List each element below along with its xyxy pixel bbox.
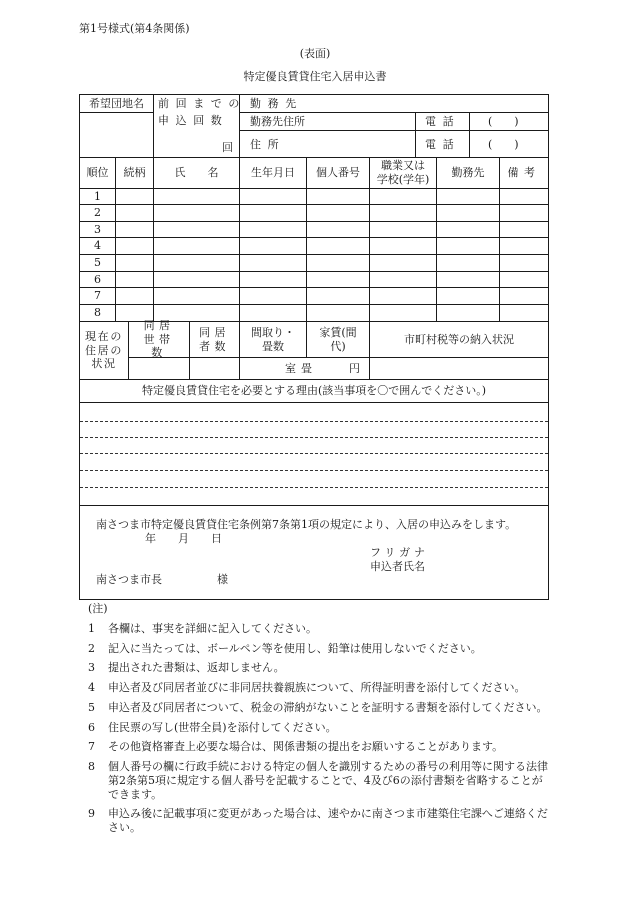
divider — [239, 112, 549, 113]
divider — [415, 112, 416, 157]
furigana-label: フリガナ — [370, 546, 429, 559]
desired-area-label: 希望団地名 — [89, 96, 144, 110]
divider — [79, 221, 549, 222]
column-header: 勤務先 — [451, 166, 485, 180]
reason-line[interactable] — [80, 421, 548, 422]
divider — [239, 130, 549, 131]
divider — [79, 188, 549, 189]
row-number: 2 — [94, 206, 101, 220]
side-label: (表面) — [299, 47, 331, 60]
divider — [79, 204, 549, 205]
note-text: その他資格審査上必要な場合は、関係書類の提出をお願いすることがあります。 — [108, 740, 504, 754]
note-text: 記入に当たっては、ボールペン等を使用し、鉛筆は使用しないでください。 — [108, 641, 482, 655]
prev-apply-label-1: 前回までの — [158, 97, 246, 110]
column-header: 職業又は学校(学年) — [376, 159, 430, 186]
form-number: 第1号様式(第4条関係) — [79, 22, 190, 35]
phone-field[interactable]: ( ) — [488, 115, 519, 128]
divider — [79, 237, 549, 238]
desired-area-field[interactable] — [80, 113, 153, 157]
note-text: 申込者及び同居者並びに非同居扶養親族について、所得証明書を添付してください。 — [108, 681, 526, 694]
persons-label: 同居者数 — [199, 325, 230, 353]
column-header: 生年月日 — [251, 166, 295, 180]
notes-heading: (注) — [88, 602, 108, 615]
date-field[interactable]: 年 月 日 — [145, 532, 222, 545]
note-number: 6 — [88, 720, 95, 734]
divider — [79, 287, 549, 288]
note-text: 提出された書類は、返却しません。 — [108, 661, 285, 675]
divider — [79, 505, 549, 506]
note-item — [88, 740, 548, 754]
divider — [79, 304, 549, 305]
note-text: 個人番号の欄に行政手続における特定の個人を識別するための番号の利用等に関する法律第2条第5項に規定する個人番号を記載することで、4及び6の添付書類を省略することができます。 — [108, 760, 548, 801]
divider — [79, 271, 549, 272]
prev-apply-label-2: 申込回数 — [158, 114, 229, 127]
divider — [469, 112, 470, 157]
column-header: 個人番号 — [316, 166, 360, 180]
note-number: 1 — [88, 621, 95, 635]
note-number: 4 — [88, 681, 95, 694]
note-item — [88, 721, 548, 735]
workplace-address-label: 勤務先住所 — [250, 115, 305, 128]
column-header: 順位 — [86, 166, 109, 180]
note-text: 申込み後に記載事項に変更があった場合は、速やかに南さつま市建築住宅課へご連絡ください。 — [108, 807, 548, 834]
column-header: 備考 — [507, 166, 541, 180]
workplace-field[interactable] — [320, 95, 548, 111]
reason-label: 特定優良賃貸住宅を必要とする理由(該当事項を〇で囲んでください。) — [141, 384, 487, 398]
phone-label: 電話 — [425, 115, 461, 128]
note-number: 7 — [88, 740, 95, 754]
rent-label: 家賃(間代) — [319, 325, 357, 353]
note-item — [88, 701, 548, 715]
household-label: 同居世帯数 — [143, 318, 175, 360]
note-number: 8 — [88, 760, 95, 773]
reason-line[interactable] — [80, 487, 548, 488]
phone-label: 電話 — [425, 138, 461, 151]
reason-line[interactable] — [80, 470, 548, 471]
note-text: 住民票の写し(世帯全員)を添付してください。 — [108, 720, 337, 734]
note-item — [88, 622, 548, 636]
note-item — [88, 760, 548, 801]
row-number: 1 — [94, 189, 101, 203]
layout-label: 間取り・畳数 — [251, 325, 295, 353]
reason-line[interactable] — [80, 437, 548, 438]
residence-label: 現在の住居の状況 — [85, 329, 123, 371]
row-number: 8 — [94, 306, 101, 320]
times-unit: 回 — [222, 141, 233, 154]
row-number: 3 — [94, 222, 101, 236]
yen-label: 円 — [349, 362, 360, 375]
note-number: 2 — [88, 641, 95, 655]
divider — [153, 94, 154, 157]
divider — [79, 402, 549, 403]
note-item — [88, 681, 548, 695]
notes-section — [88, 602, 548, 841]
note-text: 申込者及び同居者について、税金の滞納がないことを証明する書類を添付してください。 — [108, 700, 548, 714]
reason-line[interactable] — [80, 453, 548, 454]
note-item — [88, 642, 548, 656]
rooms-label: 室 — [285, 362, 296, 375]
divider — [79, 254, 549, 255]
row-number: 7 — [94, 289, 101, 303]
row-number: 4 — [94, 239, 101, 253]
applicant-name-label: 申込者氏名 — [370, 560, 425, 573]
page-title: 特定優良賃貸住宅入居申込書 — [243, 70, 387, 83]
note-number: 5 — [88, 700, 95, 714]
note-item — [88, 807, 548, 835]
note-text: 各欄は、事実を詳細に記入してください。 — [108, 621, 317, 635]
column-header: 続柄 — [123, 166, 146, 180]
mayor-addressee: 南さつま市長 様 — [96, 573, 228, 586]
tax-status-label: 市町村税等の納入状況 — [404, 332, 514, 346]
note-item — [88, 661, 548, 675]
workplace-label: 勤務先 — [250, 97, 303, 110]
row-number: 5 — [94, 256, 101, 270]
note-number: 3 — [88, 661, 95, 675]
note-number: 9 — [88, 807, 95, 821]
phone-field[interactable]: ( ) — [488, 138, 519, 151]
row-number: 6 — [94, 272, 101, 286]
declaration-text: 南さつま市特定優良賃貸住宅条例第7条第1項の規定により、入居の申込みをします。 — [96, 518, 517, 531]
tatami-label: 畳 — [301, 362, 312, 375]
address-label: 住所 — [250, 138, 286, 151]
divider — [128, 357, 549, 358]
column-header: 氏 名 — [174, 166, 219, 180]
